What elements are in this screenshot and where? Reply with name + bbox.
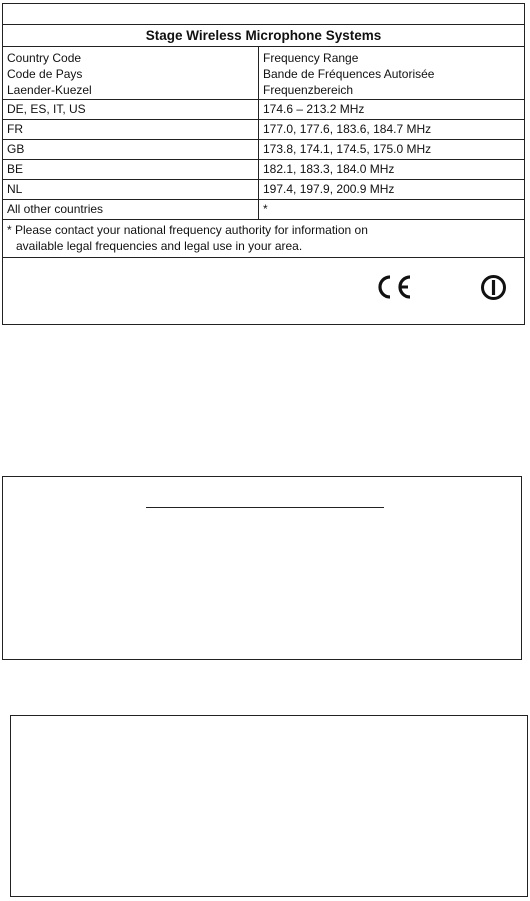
table-title: Stage Wireless Microphone Systems xyxy=(3,25,524,47)
top-blank-row xyxy=(3,4,524,25)
table-row xyxy=(3,180,524,200)
frequency-table xyxy=(3,47,524,220)
table-header-row xyxy=(3,47,524,100)
header-country-code xyxy=(3,47,259,100)
country-cell: GB xyxy=(3,140,259,160)
country-cell: All other countries xyxy=(3,200,259,220)
footnote xyxy=(3,220,524,258)
range-cell: 182.1, 183.3, 184.0 MHz xyxy=(259,160,525,180)
footnote-line-2: available legal frequencies and legal use in your area. xyxy=(16,239,303,253)
signature-line xyxy=(146,507,384,508)
alert-sign-icon xyxy=(480,274,507,301)
ce-mark-icon xyxy=(375,274,413,300)
header-frequency-range xyxy=(259,47,525,100)
table-row xyxy=(3,100,524,120)
country-cell: DE, ES, IT, US xyxy=(3,100,259,120)
table-row xyxy=(3,140,524,160)
table-row xyxy=(3,120,524,140)
range-cell: * xyxy=(259,200,525,220)
country-cell: FR xyxy=(3,120,259,140)
range-cell: 197.4, 197.9, 200.9 MHz xyxy=(259,180,525,200)
header-frequency-range-fr: Bande de Fréquences Autorisée xyxy=(263,67,435,81)
middle-box xyxy=(2,476,522,660)
footnote-line-1: * Please contact your national frequency authority for information on xyxy=(7,223,368,237)
header-country-code-fr: Code de Pays xyxy=(7,67,83,81)
header-frequency-range-en: Frequency Range xyxy=(263,51,359,65)
table-row xyxy=(3,200,524,220)
range-cell: 177.0, 177.6, 183.6, 184.7 MHz xyxy=(259,120,525,140)
certification-marks xyxy=(3,258,524,330)
bottom-box xyxy=(10,715,528,897)
range-cell: 173.8, 174.1, 174.5, 175.0 MHz xyxy=(259,140,525,160)
header-country-code-de: Laender-Kuezel xyxy=(7,83,92,97)
frequency-table-box xyxy=(2,3,525,325)
table-row xyxy=(3,160,524,180)
header-frequency-range-de: Frequenzbereich xyxy=(263,83,354,97)
country-cell: BE xyxy=(3,160,259,180)
header-country-code-en: Country Code xyxy=(7,51,82,65)
country-cell: NL xyxy=(3,180,259,200)
range-cell: 174.6 – 213.2 MHz xyxy=(259,100,525,120)
